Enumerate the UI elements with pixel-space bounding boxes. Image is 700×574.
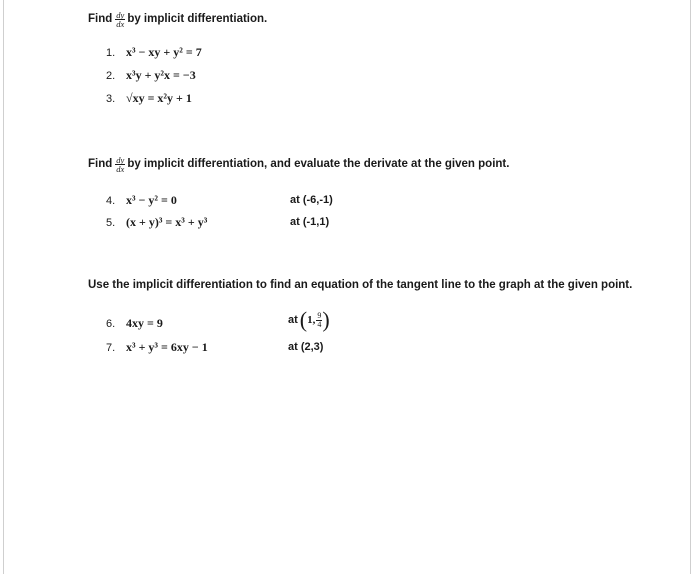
problem-4-point: at (-6,-1) <box>290 194 333 206</box>
section2-find: Find <box>88 157 113 170</box>
problem-equation: (x + y)³ = x³ + y³ <box>126 215 208 229</box>
problem-number: 3. <box>106 93 116 105</box>
problem-4 <box>106 193 177 208</box>
section1-derivative-fraction <box>115 11 125 28</box>
section1-instruction-text: by implicit differentiation. <box>127 12 268 25</box>
problem-5-point: at (-1,1) <box>290 216 330 228</box>
frac-numerator: dy <box>116 10 125 20</box>
page-edge-left <box>3 0 4 574</box>
problem-number: 1. <box>106 47 116 59</box>
point-x: 1, <box>307 314 316 326</box>
section3-instruction: Use the implicit differentiation to find an equation of the tangent line to the graph at the given point. <box>88 279 633 291</box>
problem-1 <box>106 45 202 60</box>
frac-numerator: 9 <box>317 310 322 320</box>
problem-equation: x³ + y³ = 6xy − 1 <box>126 340 208 354</box>
problem-5 <box>106 215 207 230</box>
section2-instruction-text: by implicit differentiation, and evaluate the derivate at the given point. <box>127 157 510 170</box>
section1-find: Find <box>88 12 113 25</box>
problem-6-point <box>288 307 330 332</box>
problem-number: 5. <box>106 217 116 229</box>
problem-2 <box>106 68 196 83</box>
problem-equation: x³ − y² = 0 <box>126 193 177 207</box>
problem-7-point: at (2,3) <box>288 341 324 353</box>
frac-numerator: dy <box>116 155 125 165</box>
problem-3 <box>106 91 192 106</box>
problem-equation: 4xy = 9 <box>126 316 163 330</box>
section2-instruction <box>88 155 509 172</box>
problem-equation: x³ − xy + y² = 7 <box>126 45 202 59</box>
section1-instruction <box>88 10 267 27</box>
point-y-fraction <box>316 312 322 329</box>
problem-equation: x³y + y²x = −3 <box>126 68 196 82</box>
problem-number: 7. <box>106 342 116 354</box>
page-edge-right <box>690 0 691 574</box>
left-paren: ( <box>299 307 308 332</box>
problem-number: 2. <box>106 70 116 82</box>
problem-number: 4. <box>106 195 116 207</box>
frac-denominator: 4 <box>317 319 322 329</box>
right-paren: ) <box>322 307 330 332</box>
section2-derivative-fraction <box>115 156 125 173</box>
problem-7 <box>106 340 208 355</box>
frac-denominator: dx <box>116 19 125 29</box>
point-coordinates <box>307 312 322 329</box>
problem-equation: √xy = x²y + 1 <box>126 91 192 105</box>
at-word: at <box>288 314 298 326</box>
problem-number: 6. <box>106 318 116 330</box>
problem-6 <box>106 316 163 331</box>
frac-denominator: dx <box>116 164 125 174</box>
